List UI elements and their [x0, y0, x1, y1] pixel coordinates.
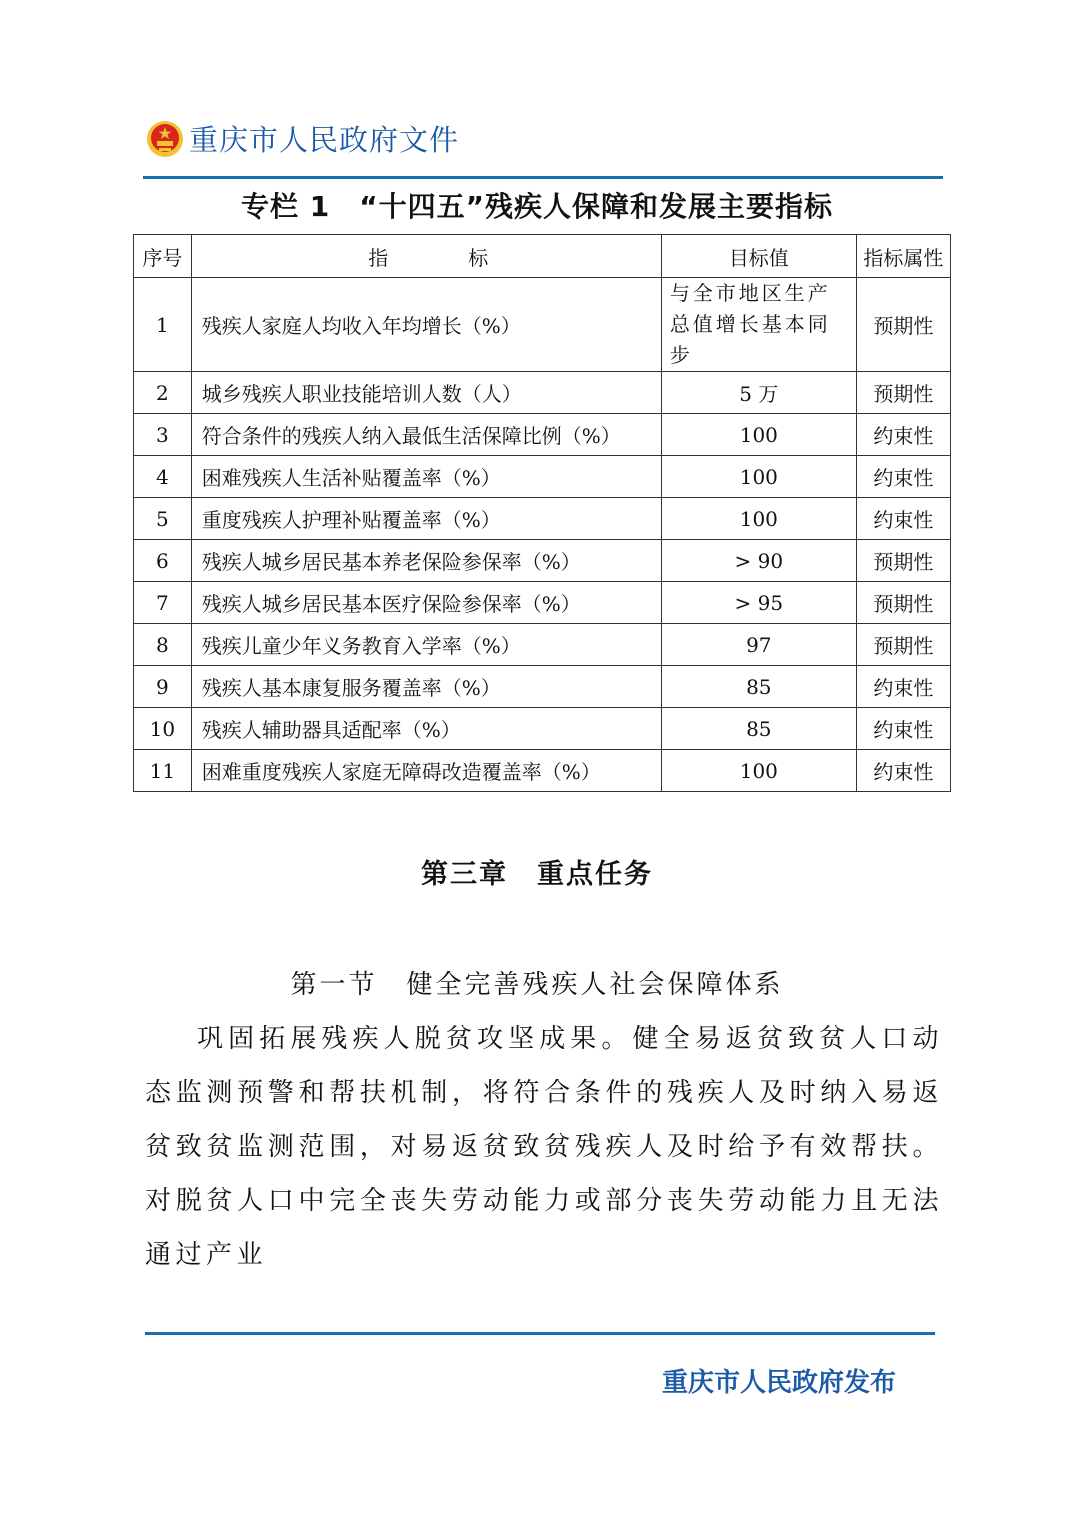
row-target: > 90 — [661, 540, 856, 582]
table-row — [134, 708, 951, 750]
table-row — [134, 278, 951, 372]
row-num: 10 — [134, 708, 192, 750]
row-attribute: 约束性 — [856, 750, 950, 792]
row-target: 100 — [661, 498, 856, 540]
row-target: 5 万 — [661, 372, 856, 414]
table-row — [134, 372, 951, 414]
row-indicator: 残疾人辅助器具适配率（%） — [191, 708, 661, 750]
row-num: 2 — [134, 372, 192, 414]
row-target: 与全市地区生产总值增长基本同步 — [661, 278, 856, 372]
row-target: 85 — [661, 708, 856, 750]
row-indicator: 残疾儿童少年义务教育入学率（%） — [191, 624, 661, 666]
section-title: 第一节 健全完善残疾人社会保障体系 — [290, 970, 784, 1000]
row-indicator: 困难重度残疾人家庭无障碍改造覆盖率（%） — [191, 750, 661, 792]
header-target: 目标值 — [661, 235, 856, 278]
row-num: 11 — [134, 750, 192, 792]
header-title: 重庆市人民政府文件 — [189, 123, 460, 157]
row-target: 100 — [661, 750, 856, 792]
row-num: 9 — [134, 666, 192, 708]
row-target: 100 — [661, 456, 856, 498]
table-header-row — [134, 235, 951, 278]
table-row — [134, 540, 951, 582]
row-num: 1 — [134, 278, 192, 372]
footer-publisher: 重庆市人民政府发布 — [662, 1368, 897, 1398]
row-attribute: 预期性 — [856, 278, 950, 372]
row-indicator: 残疾人城乡居民基本养老保险参保率（%） — [191, 540, 661, 582]
row-attribute: 约束性 — [856, 666, 950, 708]
row-target: 97 — [661, 624, 856, 666]
row-indicator: 城乡残疾人职业技能培训人数（人） — [191, 372, 661, 414]
row-indicator: 残疾人城乡居民基本医疗保险参保率（%） — [191, 582, 661, 624]
header-indicator: 指 标 — [191, 235, 661, 278]
row-attribute: 约束性 — [856, 498, 950, 540]
national-emblem-icon — [145, 119, 185, 159]
table-row — [134, 456, 951, 498]
row-attribute: 约束性 — [856, 456, 950, 498]
table-row — [134, 624, 951, 666]
row-indicator: 残疾人家庭人均收入年均增长（%） — [191, 278, 661, 372]
header-divider — [143, 176, 943, 179]
row-num: 6 — [134, 540, 192, 582]
row-indicator: 重度残疾人护理补贴覆盖率（%） — [191, 498, 661, 540]
table-row — [134, 498, 951, 540]
table-row — [134, 414, 951, 456]
row-target: 85 — [661, 666, 856, 708]
row-indicator: 符合条件的残疾人纳入最低生活保障比例（%） — [191, 414, 661, 456]
row-target: > 95 — [661, 582, 856, 624]
body-paragraph: 巩固拓展残疾人脱贫攻坚成果。健全易返贫致贫人口动态监测预警和帮扶机制，将符合条件的残疾人及时纳入易返贫致贫监测范围，对易返贫致贫残疾人及时给予有效帮扶。对脱贫人口中完全丧失劳动能力或部分丧失劳动能力且无法通过产业 — [145, 1024, 943, 1270]
row-attribute: 约束性 — [856, 708, 950, 750]
row-attribute: 预期性 — [856, 624, 950, 666]
header-num: 序号 — [134, 235, 192, 278]
row-num: 5 — [134, 498, 192, 540]
row-num: 3 — [134, 414, 192, 456]
row-num: 8 — [134, 624, 192, 666]
row-attribute: 约束性 — [856, 414, 950, 456]
table-title: 专栏 1 “十四五”残疾人保障和发展主要指标 — [240, 190, 834, 223]
document-header — [145, 118, 459, 159]
chapter-title: 第三章 重点任务 — [421, 859, 653, 890]
row-attribute: 预期性 — [856, 372, 950, 414]
row-indicator: 残疾人基本康复服务覆盖率（%） — [191, 666, 661, 708]
table-row — [134, 750, 951, 792]
row-num: 4 — [134, 456, 192, 498]
row-target: 100 — [661, 414, 856, 456]
row-attribute: 预期性 — [856, 582, 950, 624]
footer-divider — [145, 1332, 935, 1335]
row-num: 7 — [134, 582, 192, 624]
row-indicator: 困难残疾人生活补贴覆盖率（%） — [191, 456, 661, 498]
table-row — [134, 666, 951, 708]
indicators-table — [133, 234, 951, 792]
row-attribute: 预期性 — [856, 540, 950, 582]
table-row — [134, 582, 951, 624]
header-attribute: 指标属性 — [856, 235, 950, 278]
